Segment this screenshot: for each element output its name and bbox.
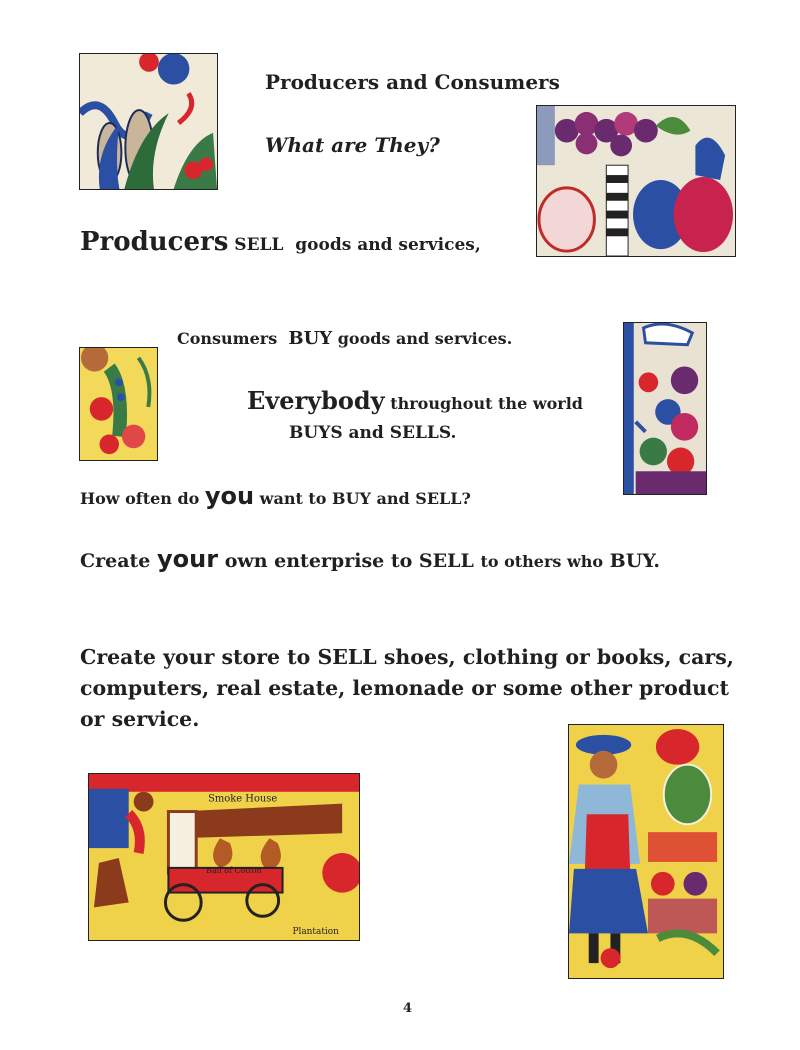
everybody-word: Everybody xyxy=(247,386,385,415)
you-word: you xyxy=(204,482,255,510)
producers-word: Producers xyxy=(80,227,229,257)
buys-and-sells: BUYS and SELLS. xyxy=(289,423,457,443)
store-paragraph: Create your store to SELL shoes, clothing or books, cars, computers, real estate, lemonade or some other product or service. xyxy=(80,645,734,731)
everybody-statement xyxy=(247,386,583,415)
page-number: 4 xyxy=(402,1001,413,1016)
create-word: Create xyxy=(80,550,158,572)
question-statement xyxy=(80,482,471,510)
your-word: your xyxy=(157,545,219,573)
buy-end: BUY. xyxy=(603,550,661,572)
producers-rest: SELL goods and services, xyxy=(228,235,481,255)
enterprise-text: own enterprise to SELL xyxy=(218,550,481,572)
consumers-word: Consumers xyxy=(177,329,289,348)
consumers-rest: goods and services. xyxy=(332,329,513,348)
smoke-house-illustration xyxy=(88,773,360,941)
consumers-statement xyxy=(177,328,512,349)
plantation-text: Plantation xyxy=(292,927,339,938)
question-end: want to BUY and SELL? xyxy=(254,489,471,508)
market-woman-illustration xyxy=(568,724,724,979)
producers-statement xyxy=(80,227,481,257)
bail-cotton-text: Bail of Cotton xyxy=(206,865,262,875)
smoke-house-text: Smoke House xyxy=(208,793,278,805)
everybody-rest: throughout the world xyxy=(384,394,583,413)
corn-illustration xyxy=(79,53,218,190)
page-title: Producers and Consumers xyxy=(265,70,560,94)
fruit-illustration xyxy=(536,105,736,257)
page-subtitle: What are They? xyxy=(265,133,440,157)
buy-word: BUY xyxy=(288,328,333,349)
others-text: to others who xyxy=(480,552,604,571)
tall-fruit-illustration xyxy=(623,322,707,495)
question-start: How often do xyxy=(80,489,205,508)
vegetable-illustration xyxy=(79,347,158,461)
create-enterprise-statement xyxy=(80,545,660,573)
